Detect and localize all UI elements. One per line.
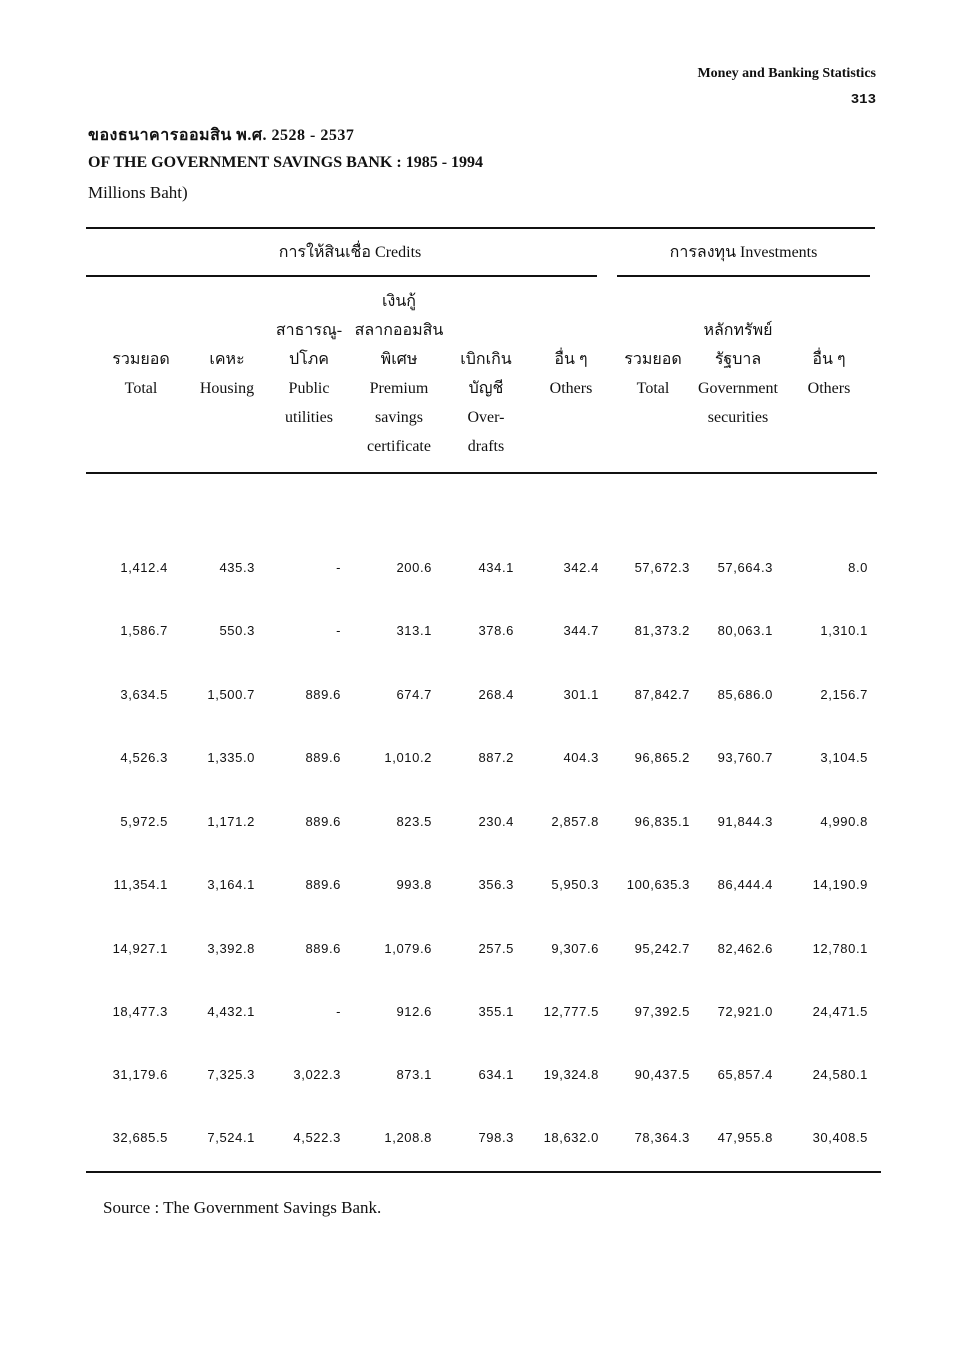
column-header-line: utilities xyxy=(285,409,333,426)
column-header-4 xyxy=(349,287,449,461)
table-cell: 86,444.4 xyxy=(717,877,773,892)
table-cell: 887.2 xyxy=(478,750,514,765)
table-cell: 30,408.5 xyxy=(812,1130,868,1145)
column-header-line xyxy=(683,287,793,316)
table-cell: 3,392.8 xyxy=(207,941,255,956)
column-header-line xyxy=(794,432,864,461)
table-cell: 9,307.6 xyxy=(551,941,599,956)
column-header-line xyxy=(269,287,349,316)
investments-group-rule xyxy=(617,275,870,277)
table-cell: 798.3 xyxy=(478,1130,514,1145)
column-header-line: เงินกู้ xyxy=(382,293,416,310)
table-cell: 31,179.6 xyxy=(112,1067,168,1082)
table-cell: 378.6 xyxy=(478,623,514,638)
table-cell: 18,632.0 xyxy=(543,1130,599,1145)
column-header-line xyxy=(613,287,693,316)
column-header-line xyxy=(613,432,693,461)
column-header-line xyxy=(536,403,606,432)
table-cell: 993.8 xyxy=(396,877,432,892)
column-header-line xyxy=(187,403,267,432)
table-cell: 7,524.1 xyxy=(207,1130,255,1145)
column-header-line: รัฐบาล xyxy=(714,351,762,368)
column-header-line: หลักทรัพย์ xyxy=(703,322,773,339)
table-cell: 8.0 xyxy=(848,560,868,575)
column-header-7 xyxy=(613,287,693,461)
column-header-line: Housing xyxy=(199,380,255,397)
column-header-line xyxy=(613,403,693,432)
table-cell: 4,990.8 xyxy=(820,814,868,829)
source-note: Source : The Government Savings Bank. xyxy=(103,1198,382,1217)
table-cell: 82,462.6 xyxy=(717,941,773,956)
column-header-line: Total xyxy=(124,380,158,397)
column-header-8 xyxy=(683,287,793,461)
column-header-line: อื่น ๆ xyxy=(554,351,588,368)
table-cell: 91,844.3 xyxy=(717,814,773,829)
column-header-line xyxy=(101,287,181,316)
column-header-9 xyxy=(794,287,864,461)
table-cell: 674.7 xyxy=(396,687,432,702)
column-header-line: รวมยอด xyxy=(112,351,170,368)
table-cell: 14,927.1 xyxy=(112,941,168,956)
group-credits: การให้สินเชื่อ Credits xyxy=(278,244,422,261)
table-cell: 7,325.3 xyxy=(207,1067,255,1082)
table-cell: - xyxy=(336,560,341,575)
column-header-5 xyxy=(451,287,521,461)
table-cell: 889.6 xyxy=(305,941,341,956)
column-header-line: securities xyxy=(707,409,769,426)
table-cell: 435.3 xyxy=(219,560,255,575)
column-header-line: certificate xyxy=(367,438,431,455)
table-cell: 5,950.3 xyxy=(551,877,599,892)
table-cell: 12,780.1 xyxy=(812,941,868,956)
title-english: OF THE GOVERNMENT SAVINGS BANK : 1985 - 1994 xyxy=(88,154,484,171)
table-cell: 342.4 xyxy=(563,560,599,575)
table-cell: 301.1 xyxy=(563,687,599,702)
table-cell: 889.6 xyxy=(305,750,341,765)
table-cell: 404.3 xyxy=(563,750,599,765)
column-header-line xyxy=(794,316,864,345)
column-header-line: เบิกเกิน xyxy=(460,351,512,368)
table-cell: 81,373.2 xyxy=(634,623,690,638)
table-cell: 87,842.7 xyxy=(634,687,690,702)
table-top-rule xyxy=(86,227,875,229)
table-cell: 889.6 xyxy=(305,877,341,892)
table-cell: 80,063.1 xyxy=(717,623,773,638)
table-cell: 3,634.5 xyxy=(120,687,168,702)
column-header-line xyxy=(187,287,267,316)
table-cell: 11,354.1 xyxy=(113,877,168,892)
column-header-line xyxy=(536,316,606,345)
table-cell: 93,760.7 xyxy=(717,750,773,765)
table-cell: 3,022.3 xyxy=(293,1067,341,1082)
table-cell: 355.1 xyxy=(478,1004,514,1019)
table-cell: - xyxy=(336,1004,341,1019)
column-header-line: Government xyxy=(698,380,778,397)
table-cell: 1,208.8 xyxy=(384,1130,432,1145)
column-header-line: drafts xyxy=(467,438,505,455)
column-header-line: อื่น ๆ xyxy=(812,351,846,368)
table-bottom-rule xyxy=(86,1171,881,1173)
table-cell: 344.7 xyxy=(563,623,599,638)
column-header-line: รวมยอด xyxy=(624,351,682,368)
column-header-line: Over- xyxy=(467,409,505,426)
table-cell: 2,857.8 xyxy=(551,814,599,829)
column-header-line xyxy=(613,316,693,345)
table-cell: 1,586.7 xyxy=(120,623,168,638)
table-cell: 4,432.1 xyxy=(207,1004,255,1019)
column-header-line xyxy=(101,316,181,345)
table-cell: 65,857.4 xyxy=(717,1067,773,1082)
table-cell: 96,865.2 xyxy=(634,750,690,765)
column-header-line xyxy=(187,316,267,345)
table-cell: 96,835.1 xyxy=(634,814,690,829)
table-cell: 85,686.0 xyxy=(717,687,773,702)
table-cell: 24,580.1 xyxy=(812,1067,868,1082)
table-cell: 889.6 xyxy=(305,687,341,702)
table-cell: 634.1 xyxy=(478,1067,514,1082)
column-header-line xyxy=(451,287,521,316)
table-cell: 24,471.5 xyxy=(812,1004,868,1019)
column-header-line: สลากออมสิน xyxy=(354,322,444,339)
table-cell: 4,526.3 xyxy=(120,750,168,765)
table-cell: 97,392.5 xyxy=(634,1004,690,1019)
table-cell: 100,635.3 xyxy=(626,877,690,892)
column-header-line: Total xyxy=(636,380,670,397)
column-header-line xyxy=(101,403,181,432)
table-cell: 32,685.5 xyxy=(112,1130,168,1145)
column-header-2 xyxy=(187,287,267,461)
table-cell: 90,437.5 xyxy=(634,1067,690,1082)
table-cell: 1,335.0 xyxy=(207,750,255,765)
table-cell: 5,972.5 xyxy=(120,814,168,829)
column-header-line: savings xyxy=(375,409,423,426)
table-cell: 1,500.7 xyxy=(207,687,255,702)
table-cell: 550.3 xyxy=(219,623,255,638)
column-header-line xyxy=(683,432,793,461)
table-cell: 257.5 xyxy=(478,941,514,956)
column-header-line: Premium xyxy=(369,380,429,397)
table-cell: 3,104.5 xyxy=(820,750,868,765)
table-cell: 57,664.3 xyxy=(717,560,773,575)
column-header-line xyxy=(451,316,521,345)
table-cell: 47,955.8 xyxy=(717,1130,773,1145)
units-label: Millions Baht) xyxy=(88,183,188,202)
table-cell: 57,672.3 xyxy=(634,560,690,575)
column-header-line: Others xyxy=(549,380,593,397)
table-cell: 356.3 xyxy=(478,877,514,892)
column-header-line xyxy=(101,432,181,461)
header-bottom-rule xyxy=(86,472,877,474)
column-header-line: บัญชี xyxy=(468,380,504,397)
column-header-line: สาธารณู- xyxy=(275,322,343,339)
column-header-line: ปโภค xyxy=(289,351,329,368)
table-cell: 2,156.7 xyxy=(820,687,868,702)
column-header-line: เคหะ xyxy=(209,351,245,368)
table-cell: 434.1 xyxy=(478,560,514,575)
table-cell: 230.4 xyxy=(478,814,514,829)
table-cell: 912.6 xyxy=(396,1004,432,1019)
table-cell: 1,412.4 xyxy=(120,560,168,575)
column-header-line: พิเศษ xyxy=(380,351,418,368)
table-cell: 268.4 xyxy=(478,687,514,702)
column-header-line xyxy=(794,287,864,316)
table-cell: 1,079.6 xyxy=(384,941,432,956)
column-header-line xyxy=(794,403,864,432)
column-header-line xyxy=(269,432,349,461)
table-cell: 72,921.0 xyxy=(717,1004,773,1019)
table-cell: 95,242.7 xyxy=(634,941,690,956)
table-cell: 1,171.2 xyxy=(207,814,255,829)
table-cell: 19,324.8 xyxy=(543,1067,599,1082)
table-cell: 78,364.3 xyxy=(634,1130,690,1145)
table-cell: 889.6 xyxy=(305,814,341,829)
table-cell: 1,010.2 xyxy=(384,750,432,765)
table-cell: 3,164.1 xyxy=(207,877,255,892)
table-cell: 1,310.1 xyxy=(820,623,868,638)
table-cell: 200.6 xyxy=(396,560,432,575)
table-cell: 14,190.9 xyxy=(812,877,868,892)
table-cell: 823.5 xyxy=(396,814,432,829)
column-header-line xyxy=(536,287,606,316)
table-cell: 18,477.3 xyxy=(112,1004,168,1019)
column-header-line: Others xyxy=(807,380,851,397)
running-title: Money and Banking Statistics xyxy=(697,66,876,81)
column-header-line xyxy=(187,432,267,461)
title-thai: ของธนาคารออมสิน พ.ศ. 2528 - 2537 xyxy=(88,127,355,144)
column-header-line: Public xyxy=(288,380,330,397)
page-number: 313 xyxy=(850,92,876,108)
table-cell: 873.1 xyxy=(396,1067,432,1082)
table-cell: 12,777.5 xyxy=(543,1004,599,1019)
column-header-6 xyxy=(536,287,606,461)
group-investments: การลงทุน Investments xyxy=(669,244,818,261)
column-header-line xyxy=(536,432,606,461)
credits-group-rule xyxy=(86,275,597,277)
table-cell: 4,522.3 xyxy=(293,1130,341,1145)
column-header-1 xyxy=(101,287,181,461)
table-cell: 313.1 xyxy=(396,623,432,638)
table-cell: - xyxy=(336,623,341,638)
column-header-3 xyxy=(269,287,349,461)
